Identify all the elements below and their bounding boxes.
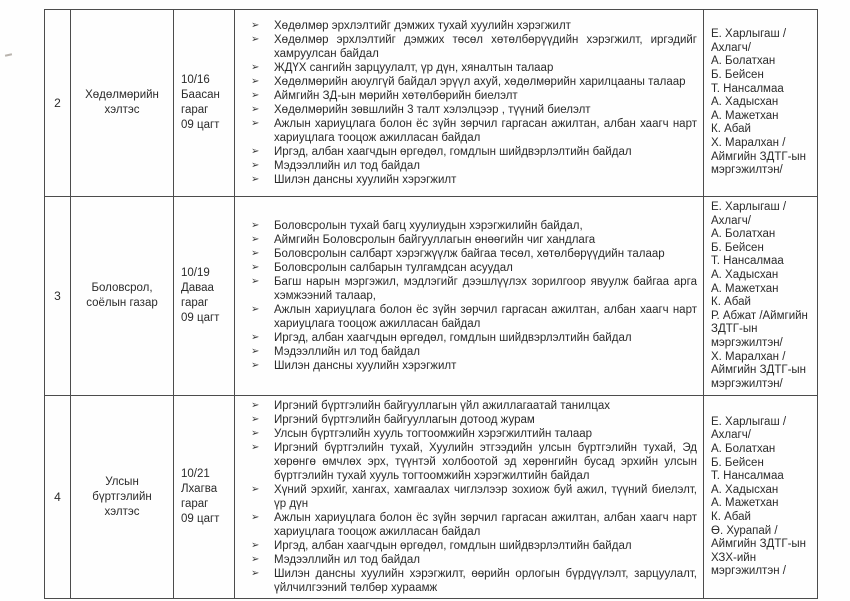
agenda-item-text: Хөдөлмөр эрхлэлтийг дэмжих төсөл хөтөлбөрүүдийн хэрэгжилт, иргэдийг хамруулсан байдал [274, 34, 697, 60]
agenda-item [247, 159, 697, 173]
attendee-name: А. Болатхан [711, 55, 776, 68]
date-line: 10/19 [181, 267, 210, 280]
date-line: 09 цагт [181, 119, 220, 131]
agenda-item-text: Ажлын хариуцлага болон ёс зүйн зөрчил гаргасан ажилтан, албан хаагч нарт хариуцлага тооцож ажилласан байдал [274, 118, 697, 144]
agenda-item-text: Шилэн дансны хуулийн хэрэгжилт [274, 360, 457, 373]
agenda-item-text: Иргэд, албан хаагчдын өргөдөл, гомдлын шийдвэрлэлтийн байдал [274, 540, 632, 553]
date-line: 09 цагт [181, 513, 220, 526]
agenda-item [247, 33, 697, 61]
agenda-item [247, 173, 697, 187]
date-line: гараг [181, 104, 209, 116]
bullet-arrow-icon: ➢ [251, 332, 260, 344]
bullet-arrow-icon: ➢ [251, 442, 260, 454]
attendee-name: А. Болатхан [711, 442, 776, 455]
scan-artifact [5, 53, 12, 56]
agenda-item-text: Иргэд, албан хаагчдын өргөдөл, гомдлын шийдвэрлэлтийн байдал [274, 146, 632, 158]
agenda-item [247, 553, 697, 567]
attendee-name: Б. Бейсен [711, 241, 764, 254]
attendee-name: К. Абай [711, 123, 751, 136]
agenda-item [247, 75, 697, 89]
row-number: 4 [45, 396, 71, 599]
agenda-item-text: Аймгийн Боловсролын байгууллагын өнөөгийн чиг хандлага [274, 234, 596, 247]
schedule-table-body [45, 10, 818, 599]
agenda-item [247, 117, 697, 145]
attendee-name: А. Хадысхан [711, 268, 779, 281]
attendee-name: Е. Харлыгаш /Ахлагч/ [711, 201, 787, 227]
department-name: Хөдөлмөрийн хэлтэс [71, 10, 174, 197]
attendee-name: Е. Харлыгаш /Ахлагч/ [711, 28, 787, 54]
agenda-item-text: Улсын бүртгэлийн хууль тогтоомжийн хэрэгжилтийн талаар [274, 428, 593, 441]
agenda-item [247, 275, 697, 303]
agenda-item-text: Хөдөлмөр эрхлэлтийг дэмжих тухай хуулийн хэрэгжилт [274, 20, 571, 32]
agenda-item-text: Ажлын хариуцлага болон ёс зүйн зөрчил гаргасан ажилтан, албан хаагч нарт хариуцлага тооцож ажилласан байдал [274, 304, 697, 331]
date-line: Даваа [181, 282, 214, 295]
agenda-item-text: Хөдөлмөрийн аюулгүй байдал эрүүл ахуй, хөдөлмөрийн харилцааны талаар [274, 76, 686, 88]
agenda-item-text: Боловсролын тухай багц хуулиудын хэрэгжилийн байдал, [274, 220, 583, 233]
bullet-arrow-icon: ➢ [251, 174, 260, 185]
agenda-item-text: Иргэд, албан хаагчдын өргөдөл, гомдлын шийдвэрлэлтийн байдал [274, 332, 632, 345]
agenda-item [247, 359, 697, 373]
attendee-name: Х. Маралхан /Аймгийн ЗДТГ-ын мэргэжилтэн/ [711, 136, 807, 177]
bullet-arrow-icon: ➢ [251, 346, 260, 358]
department-name: Боловсрол, соёлын газар [71, 197, 174, 396]
bullet-arrow-icon: ➢ [251, 62, 260, 73]
agenda-item-text: Хөдөлмөрийн зөвшлийн 3 талт хэлэлцээр , түүний биелэлт [274, 104, 591, 116]
attendees [704, 197, 818, 396]
bullet-arrow-icon: ➢ [251, 220, 260, 232]
attendee-name: А. Хадысхан [711, 96, 779, 109]
attendee-name: К. Абай [711, 296, 751, 309]
date-line: гараг [181, 297, 209, 310]
bullet-arrow-icon: ➢ [251, 20, 260, 31]
date-line: 10/21 [181, 468, 210, 481]
agenda-item [247, 483, 697, 511]
agenda-item [247, 567, 697, 595]
table-row [45, 197, 818, 396]
agenda-item [247, 247, 697, 261]
date-line: 10/16 [181, 74, 210, 86]
bullet-arrow-icon: ➢ [251, 262, 260, 274]
bullet-arrow-icon: ➢ [251, 414, 260, 426]
department-name: Улсын бүртгэлийн хэлтэс [71, 396, 174, 599]
bullet-arrow-icon: ➢ [251, 540, 260, 552]
bullet-arrow-icon: ➢ [251, 554, 260, 566]
agenda-item-text: Шилэн дансны хуулийн хэрэгжилт [274, 174, 457, 186]
table-row [45, 396, 818, 599]
agenda-item [247, 61, 697, 75]
schedule-date [174, 10, 235, 197]
attendee-name: Р. Абжат /Аймгийн ЗДТГ-ын мэргэжилтэн/ [711, 309, 808, 349]
attendee-name: Х. Маралхан /Аймгийн ЗДТГ-ын мэргэжилтэн/ [711, 350, 807, 390]
agenda-item [247, 303, 697, 331]
agenda-item [247, 511, 697, 539]
agenda-item [247, 219, 697, 233]
date-line: Баасан [181, 89, 220, 101]
attendee-name: Т. Нансалмаа [711, 470, 784, 483]
agenda-item-text: Мэдээллийн ил тод байдал [274, 346, 420, 359]
bullet-arrow-icon: ➢ [251, 34, 260, 45]
attendee-name: Е. Харлыгаш /Ахлагч/ [711, 415, 787, 442]
date-line: гараг [181, 498, 209, 511]
agenda-item [247, 331, 697, 345]
agenda-item-text: Хүний эрхийг, хангах, хамгаалах чиглэлээр зохиож буй ажил, түүний биелэлт, үр дүн [274, 484, 697, 511]
agenda-items [235, 10, 704, 197]
agenda-item [247, 427, 697, 441]
bullet-arrow-icon: ➢ [251, 276, 260, 288]
row-number: 3 [45, 197, 71, 396]
agenda-item [247, 103, 697, 117]
agenda-item-text: Багш нарын мэргэжил, мэдлэгийг дээшлүүлэх зорилгоор явуулж байгаа арга хэмжээний талаар, [274, 276, 697, 303]
bullet-arrow-icon: ➢ [251, 234, 260, 246]
attendee-name: А. Мажетхан [711, 282, 779, 295]
attendee-name: Б. Бейсен [711, 456, 764, 469]
agenda-item [247, 399, 697, 413]
agenda-item [247, 89, 697, 103]
agenda-item-text: Иргэний бүртгэлийн байгууллагын үйл ажиллагаатай танилцах [274, 400, 610, 413]
bullet-arrow-icon: ➢ [251, 400, 260, 412]
agenda-item-text: Шилэн дансны хуулийн хэрэгжилт, өөрийн орлогын бүрдүүлэлт, зарцуулалт, үйлчилгээний төлбөр хураамж [274, 568, 697, 595]
attendee-name: Ө. Хурапай /Аймгийн ЗДТГ-ын ХЗХ-ийн мэргэжилтэн / [711, 524, 807, 578]
agenda-item-text: Аймгийн ЗД-ын мөрийн хөтөлбөрийн биелэлт [274, 90, 518, 102]
bullet-arrow-icon: ➢ [251, 160, 260, 171]
agenda-item-text: Боловсролын салбарт хэрэгжүүлж байгаа төсөл, хөтөлбөрүүдийн талаар [274, 248, 665, 261]
attendees [704, 10, 818, 197]
agenda-item [247, 233, 697, 247]
agenda-items [235, 396, 704, 599]
date-line: 09 цагт [181, 312, 220, 325]
agenda-item [247, 19, 697, 33]
agenda-items [235, 197, 704, 396]
agenda-item-list [235, 219, 697, 373]
bullet-arrow-icon: ➢ [251, 360, 260, 372]
agenda-item-list [235, 19, 697, 187]
agenda-item-text: ЖДҮХ сангийн зарцуулалт, үр дүн, хяналтын талаар [274, 62, 554, 74]
bullet-arrow-icon: ➢ [251, 90, 260, 101]
agenda-item-list [235, 399, 697, 595]
date-line: Лхагва [181, 483, 218, 496]
schedule-table [44, 9, 818, 599]
agenda-item [247, 413, 697, 427]
schedule-date [174, 197, 235, 396]
attendee-name: А. Мажетхан [711, 497, 779, 510]
bullet-arrow-icon: ➢ [251, 248, 260, 260]
attendees [704, 396, 818, 599]
bullet-arrow-icon: ➢ [251, 428, 260, 440]
bullet-arrow-icon: ➢ [251, 118, 260, 129]
agenda-item [247, 539, 697, 553]
agenda-item-text: Мэдээллийн ил тод байдал [274, 160, 420, 172]
table-row [45, 10, 818, 197]
attendee-name: К. Абай [711, 510, 751, 523]
attendee-name: Т. Нансалмаа [711, 255, 784, 268]
schedule-date [174, 396, 235, 599]
agenda-item [247, 145, 697, 159]
attendee-name: Б. Бейсен [711, 69, 764, 82]
bullet-arrow-icon: ➢ [251, 146, 260, 157]
bullet-arrow-icon: ➢ [251, 568, 260, 580]
bullet-arrow-icon: ➢ [251, 484, 260, 496]
bullet-arrow-icon: ➢ [251, 304, 260, 316]
bullet-arrow-icon: ➢ [251, 104, 260, 115]
attendee-name: А. Хадысхан [711, 483, 779, 496]
bullet-arrow-icon: ➢ [251, 76, 260, 87]
agenda-item-text: Мэдээллийн ил тод байдал [274, 554, 420, 567]
row-number: 2 [45, 10, 71, 197]
agenda-item [247, 441, 697, 483]
agenda-item [247, 345, 697, 359]
bullet-arrow-icon: ➢ [251, 512, 260, 524]
attendee-name: А. Болатхан [711, 228, 776, 241]
agenda-item-text: Иргэний бүртгэлийн байгууллагын дотоод журам [274, 414, 535, 427]
attendee-name: Т. Нансалмаа [711, 82, 784, 95]
attendee-name: А. Мажетхан [711, 109, 779, 122]
agenda-item-text: Иргэний бүртгэлийн тухай, Хуулийн этгээдийн улсын бүртгэлийн тухай, Эд хөрөнгө өмчлөх эрх, түүнтэй холбоотой эд хөрөнгийн бусад эрхийн улсын бүртгэлийн тухай хууль тогтоомжийн хэрэгжилтийн байдал [274, 442, 697, 483]
agenda-item-text: Ажлын хариуцлага болон ёс зүйн зөрчил гаргасан ажилтан, албан хаагч нарт хариуцлага тооцож ажилласан байдал [274, 512, 697, 539]
agenda-item-text: Боловсролын салбарын тулгамдсан асуудал [274, 262, 513, 275]
agenda-item [247, 261, 697, 275]
